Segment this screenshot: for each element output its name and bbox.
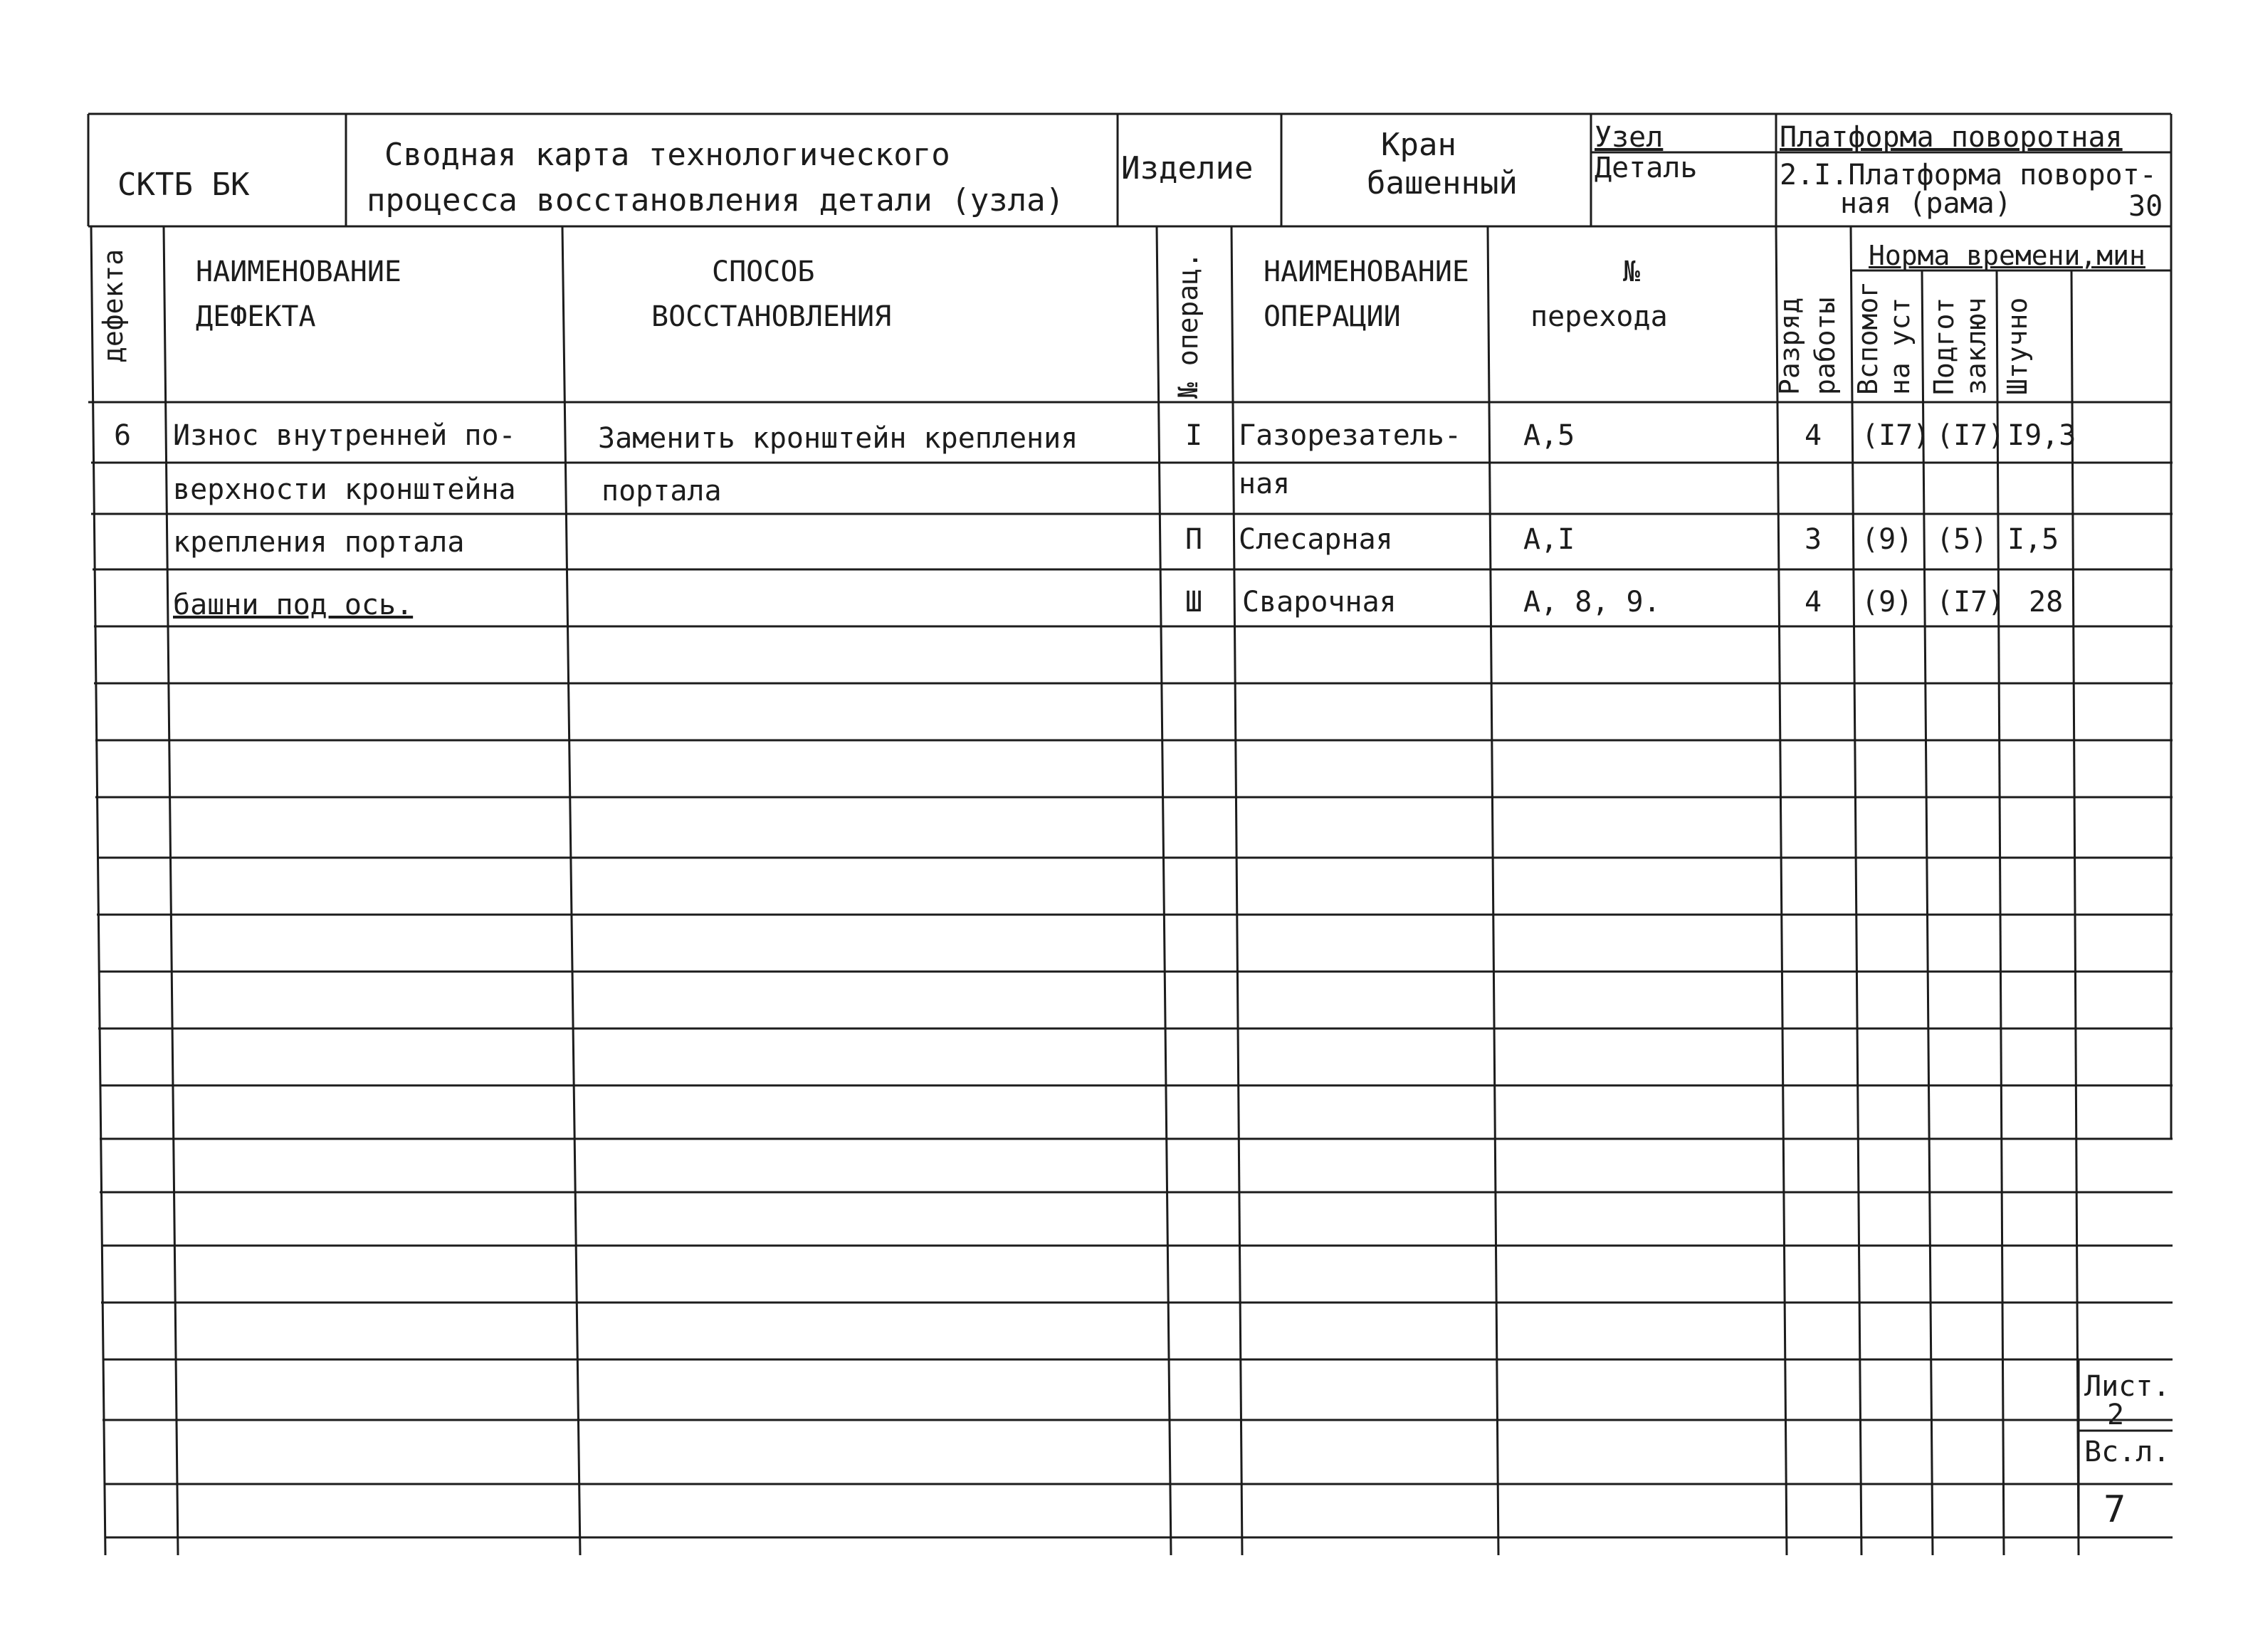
organization-name: СКТБ БК <box>117 167 250 203</box>
product-label: Изделие <box>1121 150 1254 186</box>
product-value-line2: башенный <box>1367 165 1518 201</box>
col-header-aux-line2: на уст <box>1884 297 1916 395</box>
unit-value: Платформа поворотная <box>1780 121 2123 154</box>
row3-aux: (9) <box>1861 523 1913 556</box>
row3-op-name: Слесарная <box>1239 523 1393 556</box>
total-sheets-value: 7 <box>2103 1488 2126 1531</box>
col-header-prep-line2: заключ <box>1960 297 1992 395</box>
row3-defect-name: крепления портала <box>173 526 465 559</box>
col-header-method-line2: ВОССТАНОВЛЕНИЯ <box>651 300 892 333</box>
row4-op-name: Сварочная <box>1242 586 1397 619</box>
row3-grade: 3 <box>1805 523 1822 556</box>
row2-defect-name: верхности кронштейна <box>173 473 516 506</box>
row1-aux: (I7) <box>1861 419 1931 452</box>
col-header-transition-line1: № <box>1623 256 1641 288</box>
col-header-piece: Штучно <box>2002 297 2033 395</box>
row4-op-no: Ш <box>1185 586 1203 619</box>
row4-grade: 4 <box>1805 586 1822 619</box>
total-sheets-label: Вс.л. <box>2084 1436 2170 1468</box>
row3-prep: (5) <box>1936 523 1988 556</box>
row1-grade: 4 <box>1805 419 1822 452</box>
col-header-defect-name-line1: НАИМЕНОВАНИЕ <box>196 256 401 288</box>
row3-op-no: П <box>1185 523 1203 556</box>
row4-defect-name: башни под ось. <box>173 589 414 621</box>
part-number: 30 <box>2128 190 2163 223</box>
row2-method: портала <box>602 475 722 507</box>
col-header-norm: Норма времени,мин <box>1869 240 2145 271</box>
row1-defect-no: 6 <box>114 419 132 452</box>
row3-piece: I,5 <box>2007 523 2059 556</box>
part-label: Деталь <box>1595 152 1698 184</box>
card-title-line1: Сводная карта технологического <box>384 137 950 173</box>
sheet-value: 2 <box>2107 1399 2125 1431</box>
row4-transition: А, 8, 9. <box>1523 586 1661 619</box>
col-header-op-name-line2: ОПЕРАЦИИ <box>1264 300 1401 333</box>
product-value-line1: Кран <box>1381 127 1456 163</box>
row4-aux: (9) <box>1861 586 1913 619</box>
row3-transition: А,I <box>1523 523 1575 556</box>
row1-prep: (I7) <box>1936 419 2005 452</box>
row1-defect-name: Износ внутренней по- <box>173 419 516 452</box>
row1-op-no: I <box>1185 419 1203 452</box>
row2-op-name: ная <box>1239 468 1291 500</box>
col-header-grade-line2: работы <box>1810 297 1841 395</box>
row4-piece: 28 <box>2029 586 2064 619</box>
row4-prep: (I7) <box>1936 586 2005 619</box>
col-header-prep-line1: Подгот <box>1928 297 1960 395</box>
part-value-line1: 2.I.Платформа поворот- <box>1780 159 2157 191</box>
row1-piece: I9,3 <box>2007 419 2076 452</box>
row1-method: Заменить кронштейн крепления <box>598 422 1078 455</box>
col-header-defect-no: дефекта <box>98 248 129 363</box>
col-header-op-no: № операц. <box>1172 252 1204 399</box>
col-header-method-line1: СПОСОБ <box>712 256 815 288</box>
row1-transition: А,5 <box>1523 419 1575 452</box>
col-header-op-name-line1: НАИМЕНОВАНИЕ <box>1264 256 1469 288</box>
part-value-line2: ная (рама) <box>1840 187 2012 220</box>
col-header-aux-line1: Вспомог <box>1852 280 1884 395</box>
col-header-defect-name-line2: ДЕФЕКТА <box>196 300 316 333</box>
card-title-line2: процесса восстановления детали (узла) <box>367 182 1065 219</box>
row1-op-name: Газорезатель- <box>1239 419 1462 452</box>
unit-label: Узел <box>1595 121 1664 154</box>
sheet-label: Лист. <box>2084 1370 2170 1403</box>
col-header-grade-line1: Разряд <box>1774 297 1805 395</box>
col-header-transition-line2: перехода <box>1530 300 1668 333</box>
